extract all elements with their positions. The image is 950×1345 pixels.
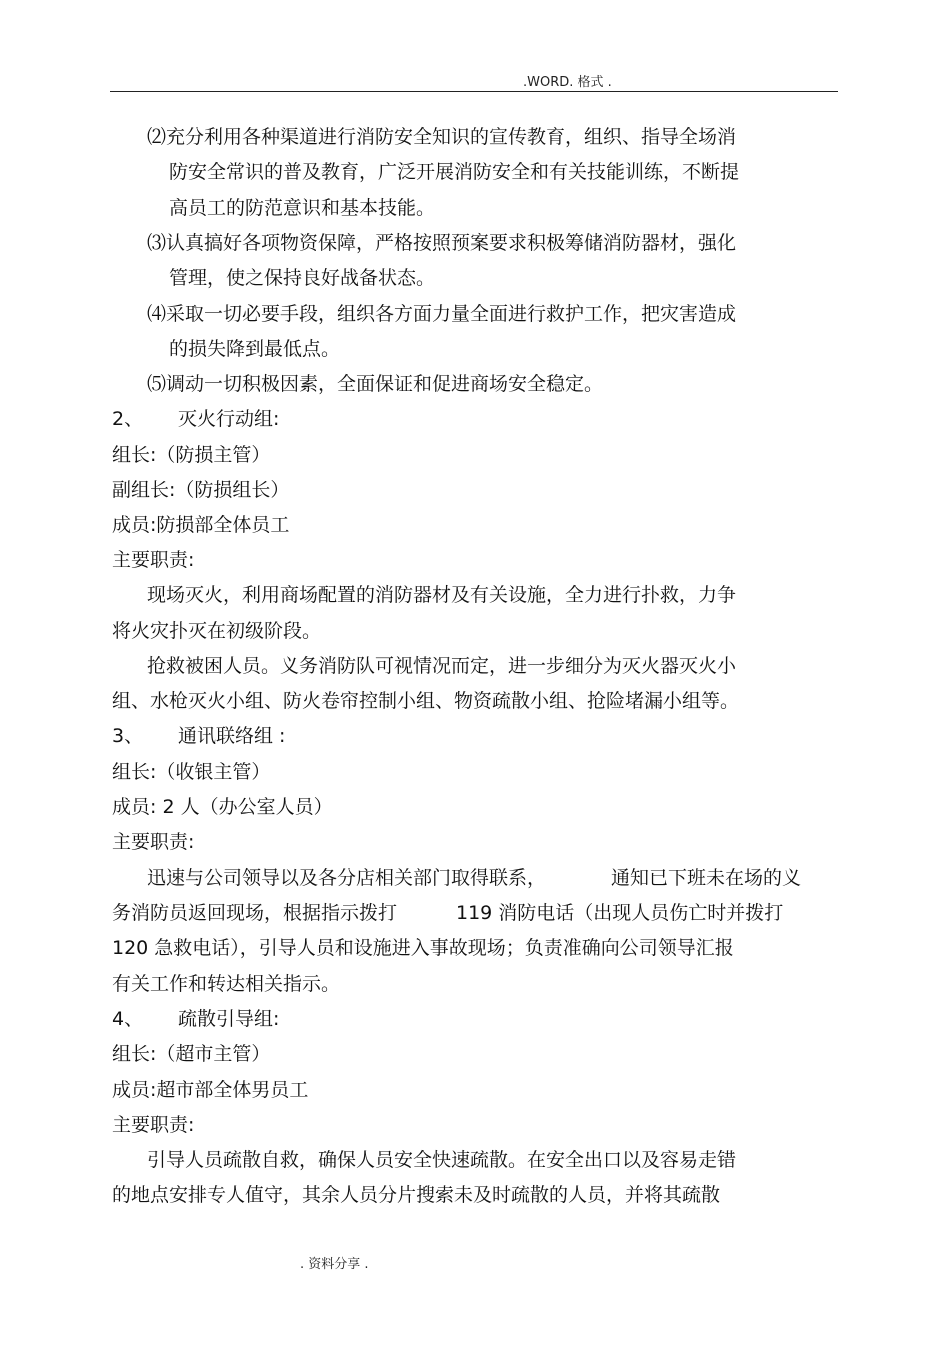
text-line: 组长:（收银主管） <box>112 761 271 783</box>
section-number: 2、 <box>112 408 144 430</box>
header-rule <box>110 91 838 92</box>
text-line: 120 急救电话），引导人员和设施进入事故现场；负责准确向公司领导汇报 <box>112 937 734 959</box>
text-line: 高员工的防范意识和基本技能。 <box>169 197 436 219</box>
text-line: 将火灾扑灭在初级阶段。 <box>112 620 322 642</box>
text-line: ⑶认真搞好各项物资保障，严格按照预案要求积极筹储消防器材，强化 <box>147 232 737 254</box>
text-line: 组、水枪灭火小组、防火卷帘控制小组、物资疏散小组、抢险堵漏小组等。 <box>112 690 740 712</box>
text-line: 通知已下班未在场的义 <box>611 867 802 889</box>
section-number: 4、 <box>112 1008 144 1030</box>
section-number: 3、 <box>112 725 144 747</box>
page-footer: . 资料分享 . <box>300 1257 369 1272</box>
text-line: 现场灭火，利用商场配置的消防器材及有关设施，全力进行扑救，力争 <box>147 584 737 606</box>
text-line: ⑷采取一切必要手段，组织各方面力量全面进行救护工作，把灾害造成 <box>147 303 737 325</box>
section-title: 灭火行动组: <box>178 408 280 430</box>
section-title: 通讯联络组 : <box>178 725 286 747</box>
text-line: 迅速与公司领导以及各分店相关部门取得联系， <box>147 867 547 889</box>
text-line: 管理，使之保持良好战备状态。 <box>169 267 436 289</box>
text-line: 的损失降到最低点。 <box>169 338 341 360</box>
text-line: ⑵充分利用各种渠道进行消防安全知识的宣传教育，组织、指导全场消 <box>147 126 737 148</box>
text-line: 防安全常识的普及教育，广泛开展消防安全和有关技能训练，不断提 <box>169 161 740 183</box>
text-line: 主要职责: <box>112 831 195 853</box>
text-line: 引导人员疏散自救，确保人员安全快速疏散。在安全出口以及容易走错 <box>147 1149 737 1171</box>
text-line: 组长:（超市主管） <box>112 1043 271 1065</box>
text-line: 成员:超市部全体男员工 <box>112 1079 309 1101</box>
text-line: 务消防员返回现场，根据指示拨打 <box>112 902 398 924</box>
text-line: 有关工作和转达相关指示。 <box>112 973 341 995</box>
text-line: 的地点安排专人值守，其余人员分片搜索未及时疏散的人员，并将其疏散 <box>112 1184 721 1206</box>
text-line: 组长:（防损主管） <box>112 444 271 466</box>
text-line: 副组长:（防损组长） <box>112 479 290 501</box>
text-line: 119 消防电话（出现人员伤亡时并拨打 <box>456 902 784 924</box>
text-line: 成员:防损部全体员工 <box>112 514 290 536</box>
text-line: 抢救被困人员。义务消防队可视情况而定，进一步细分为灭火器灭火小 <box>147 655 737 677</box>
text-line: 主要职责: <box>112 1114 195 1136</box>
page-header: .WORD. 格式 . <box>523 75 612 90</box>
text-line: 成员: 2 人（办公室人员） <box>112 796 333 818</box>
text-line: ⑸调动一切积极因素，全面保证和促进商场安全稳定。 <box>147 373 604 395</box>
section-title: 疏散引导组: <box>178 1008 280 1030</box>
text-line: 主要职责: <box>112 549 195 571</box>
